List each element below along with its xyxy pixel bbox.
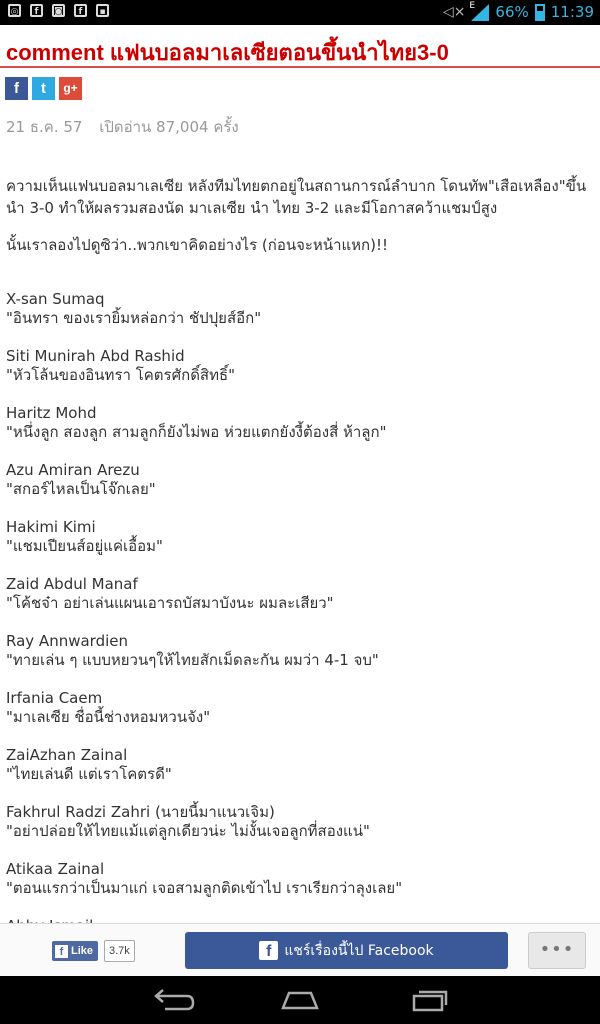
- list-item: [6, 860, 591, 917]
- clock: 11:39: [550, 3, 594, 21]
- more-options-button[interactable]: •••: [528, 932, 586, 969]
- article-intro: [6, 175, 591, 271]
- share-label: แชร์เรื่องนี้ไป Facebook: [284, 942, 434, 959]
- line-icon: ◙: [52, 4, 65, 17]
- commenter-name: ZaiAzhan Zainal: [6, 746, 128, 764]
- system-icons: [442, 0, 594, 21]
- comment-text: "โค้ชจ๋า อย่าเล่นแผนเอารถบัสมาบังนะ ผมละเสียว": [6, 594, 334, 612]
- list-item: [6, 803, 591, 860]
- commenter-name: Irfania Caem: [6, 689, 103, 707]
- list-item: [6, 632, 591, 689]
- list-item: [6, 461, 591, 518]
- list-item: [6, 347, 591, 404]
- facebook-icon[interactable]: f: [5, 77, 28, 100]
- facebook-like-button[interactable]: [52, 941, 98, 961]
- signal-icon: [469, 0, 489, 21]
- commenter-name: Azu Amiran Arezu: [6, 461, 140, 479]
- comment-text: "มาเลเซีย ชื่อนี้ช่างหอมหวนจัง": [6, 708, 211, 726]
- title-divider: [0, 66, 600, 68]
- commenter-name: Siti Munirah Abd Rashid: [6, 347, 185, 365]
- article-content[interactable]: [0, 25, 600, 923]
- comment-text: "หัวโล้นของอินทรา โคตรศักดิ์สิทธิ์": [6, 366, 236, 384]
- mute-icon: ◁×: [442, 4, 466, 20]
- notification-icons: [8, 4, 109, 17]
- like-label: Like: [71, 945, 94, 957]
- commenter-name: Atikaa Zainal: [6, 860, 105, 878]
- status-bar: [0, 0, 600, 25]
- like-count: 3.7k: [104, 940, 135, 962]
- recent-apps-icon[interactable]: [404, 984, 454, 1016]
- home-icon[interactable]: [275, 984, 325, 1016]
- comment-text: "ไทยเล่นดี แต่เราโคตรดี": [6, 765, 172, 783]
- facebook-share-button[interactable]: [185, 932, 508, 969]
- list-item: [6, 404, 591, 461]
- battery-percent: 66%: [495, 3, 529, 21]
- back-icon[interactable]: [147, 984, 197, 1016]
- facebook-icon: f: [55, 945, 68, 958]
- intro-paragraph: ความเห็นแฟนบอลมาเลเซีย หลังทีมไทยตกอยู่ในสถานการณ์ลำบาก โดนทัพ"เสือเหลือง"ขึ้นนำ 3-0 ทำให้ผลรวมสองนัด มาเลเซีย นำ ไทย 3-2 และมีโอกาสคว้าแชมป์สูง: [6, 177, 587, 217]
- camera-icon: ◎: [8, 4, 21, 17]
- commenter-name: Fakhrul Radzi Zahri (นายนี้มาแนวเจิม): [6, 803, 275, 821]
- commenter-name: Ray Annwardien: [6, 632, 128, 650]
- network-type: E: [469, 0, 476, 11]
- comment-text: "แชมเปียนส์อยู่แค่เอื้อม": [6, 537, 163, 555]
- commenter-name: Zaid Abdul Manaf: [6, 575, 138, 593]
- article-meta: [6, 115, 239, 139]
- comment-text: "หนึ่งลูก สองลูก สามลูกก็ยังไม่พอ ห่วยแตกยังงี้ต้องสี่ ห้าลูก": [6, 423, 387, 441]
- list-item: [6, 575, 591, 632]
- chat-icon: ▪: [96, 4, 109, 17]
- commenter-name: Haritz Mohd: [6, 404, 97, 422]
- article-title: comment แฟนบอลมาเลเซียตอนขึ้นนำไทย3-0: [6, 40, 449, 65]
- commenter-name: Hakimi Kimi: [6, 518, 96, 536]
- social-share-buttons: [5, 77, 82, 100]
- battery-icon: [535, 4, 545, 21]
- comment-text: "ตอนแรกว่าเป็นมาแก่ เจอสามลูกติดเข้าไป เราเรียกว่าลุงเลย": [6, 879, 403, 897]
- comment-text: "อย่าปล่อยให้ไทยแม้แต่ลูกเดียวน่ะ ไม่งั้นเจอลูกที่สองแน่": [6, 822, 370, 840]
- facebook-icon: f: [74, 4, 87, 17]
- list-item: [6, 518, 591, 575]
- commenter-name: X-san Sumaq: [6, 290, 105, 308]
- comment-list: [6, 290, 591, 974]
- intro-paragraph: นั้นเราลองไปดูซิว่า..พวกเขาคิดอย่างไร (ก่อนจะหน้าแหก)!!: [6, 236, 389, 254]
- facebook-icon: f: [259, 941, 278, 960]
- list-item: [6, 290, 591, 347]
- google-plus-icon[interactable]: g+: [59, 77, 82, 100]
- comment-text: "ทายเล่น ๆ แบบหยวนๆให้ไทยสักเม็ดละกัน ผมว่า 4-1 จบ": [6, 651, 379, 669]
- share-bar: [0, 923, 600, 977]
- facebook-icon: f: [30, 4, 43, 17]
- list-item: [6, 689, 591, 746]
- navigation-bar: [0, 976, 600, 1024]
- article-date: 21 ธ.ค. 57: [6, 118, 83, 136]
- comment-text: "สกอร์ไหลเป็นโจ๊กเลย": [6, 480, 156, 498]
- article-views: เปิดอ่าน 87,004 ครั้ง: [99, 118, 239, 136]
- twitter-icon[interactable]: t: [32, 77, 55, 100]
- list-item: [6, 746, 591, 803]
- comment-text: "อินทรา ของเรายิ้มหล่อกว่า ชัปปุยส์อีก": [6, 309, 262, 327]
